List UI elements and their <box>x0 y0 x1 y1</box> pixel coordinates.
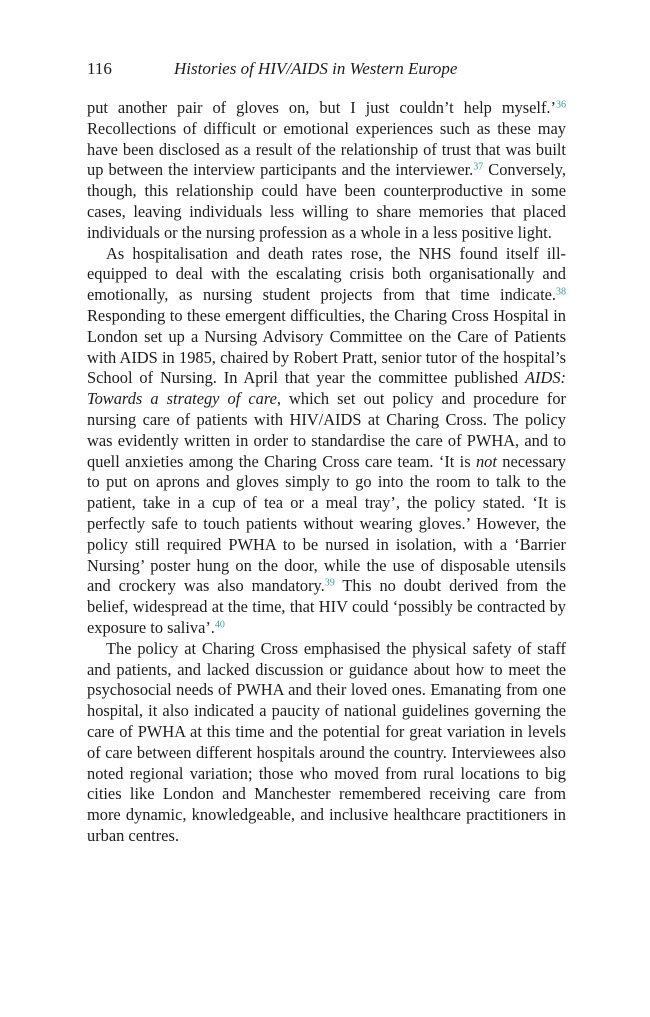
text-segment: The policy at Charing Cross emphasised the physical safety of staff and patients, and lacked discussion or guidance about how to meet the psychosocial needs of PWHA and their loved ones. Emanating from one hospital, it also indicated a paucity of national guidelines governing the care of PWHA at this time and the potential for great variation in levels of care between different hospitals around the country. Interviewees also noted regional variation; those who moved from rural locations to big cities like London and Manchester remembered receiving care from more dynamic, knowledgeable, and inclusive healthcare practitioners in urban centres. <box>87 638 566 845</box>
text-segment: necessary to put on aprons and gloves simply to go into the room to talk to the patient, take in a cup of tea or a meal tray’, the policy stated. ‘It is perfectly safe to touch patients without wearing gloves.’ However, the policy still required PWHA to be nursed in isolation, with a ‘Barrier Nursing’ poster hung on the door, while the use of disposable utensils and crockery was also mandatory. <box>87 451 566 596</box>
text-segment: As hospitalisation and death rates rose, the NHS found itself ill-equipped to deal with the escalating crisis both organisationally and emotionally, as nursing student projects from that time indicate. <box>87 243 566 305</box>
publication-title: AIDS: Towards a strategy of care <box>87 368 566 409</box>
paragraph-3 <box>87 639 566 847</box>
note-reference-38[interactable]: 38 <box>556 286 566 298</box>
book-page <box>87 57 566 847</box>
book-title: Histories of HIV/AIDS in Western Europe <box>174 59 458 78</box>
emphasis-text: not <box>475 451 497 471</box>
text-segment: put another pair of gloves on, but I just couldn’t help myself.’ <box>87 98 556 117</box>
note-reference-39[interactable]: 39 <box>324 577 335 589</box>
paragraph-2 <box>87 244 566 639</box>
note-reference-37[interactable]: 37 <box>473 161 484 173</box>
note-reference-36[interactable]: 36 <box>556 99 566 111</box>
text-segment: This no doubt derived from the belief, widespread at the time, that HIV could ‘possibly be contracted by exposure to saliva’. <box>87 576 566 637</box>
page-number: 116 <box>87 59 112 78</box>
body-text <box>87 98 566 847</box>
running-head <box>87 57 566 81</box>
note-reference-40[interactable]: 40 <box>214 619 225 631</box>
text-segment: Responding to these emergent difficulties, the Charing Cross Hospital in London set up a Nursing Advisory Committee on the Care of Patients with AIDS in 1985, chaired by Robert Pratt, senior tutor of the hospital’s School of Nursing. In April that year the committee published <box>87 305 566 388</box>
text-segment: Conversely, though, this relationship could have been counterproductive in some cases, leaving individuals less willing to share memories that placed individuals or the nursing profession as a whole in a less positive light. <box>87 160 566 242</box>
paragraph-1 <box>87 98 566 244</box>
text-segment: , which set out policy and procedure for nursing care of patients with HIV/​AIDS at Charing Cross. The policy was evidently written in order to standardise the care of PWHA, and to quell anxieties among the Charing Cross care team. ‘It is <box>87 389 566 471</box>
text-segment: Recollections of difficult or emotional experiences such as these may have been disclosed as a result of the relationship of trust that was built up between the interview participants and the interviewer. <box>87 118 566 180</box>
